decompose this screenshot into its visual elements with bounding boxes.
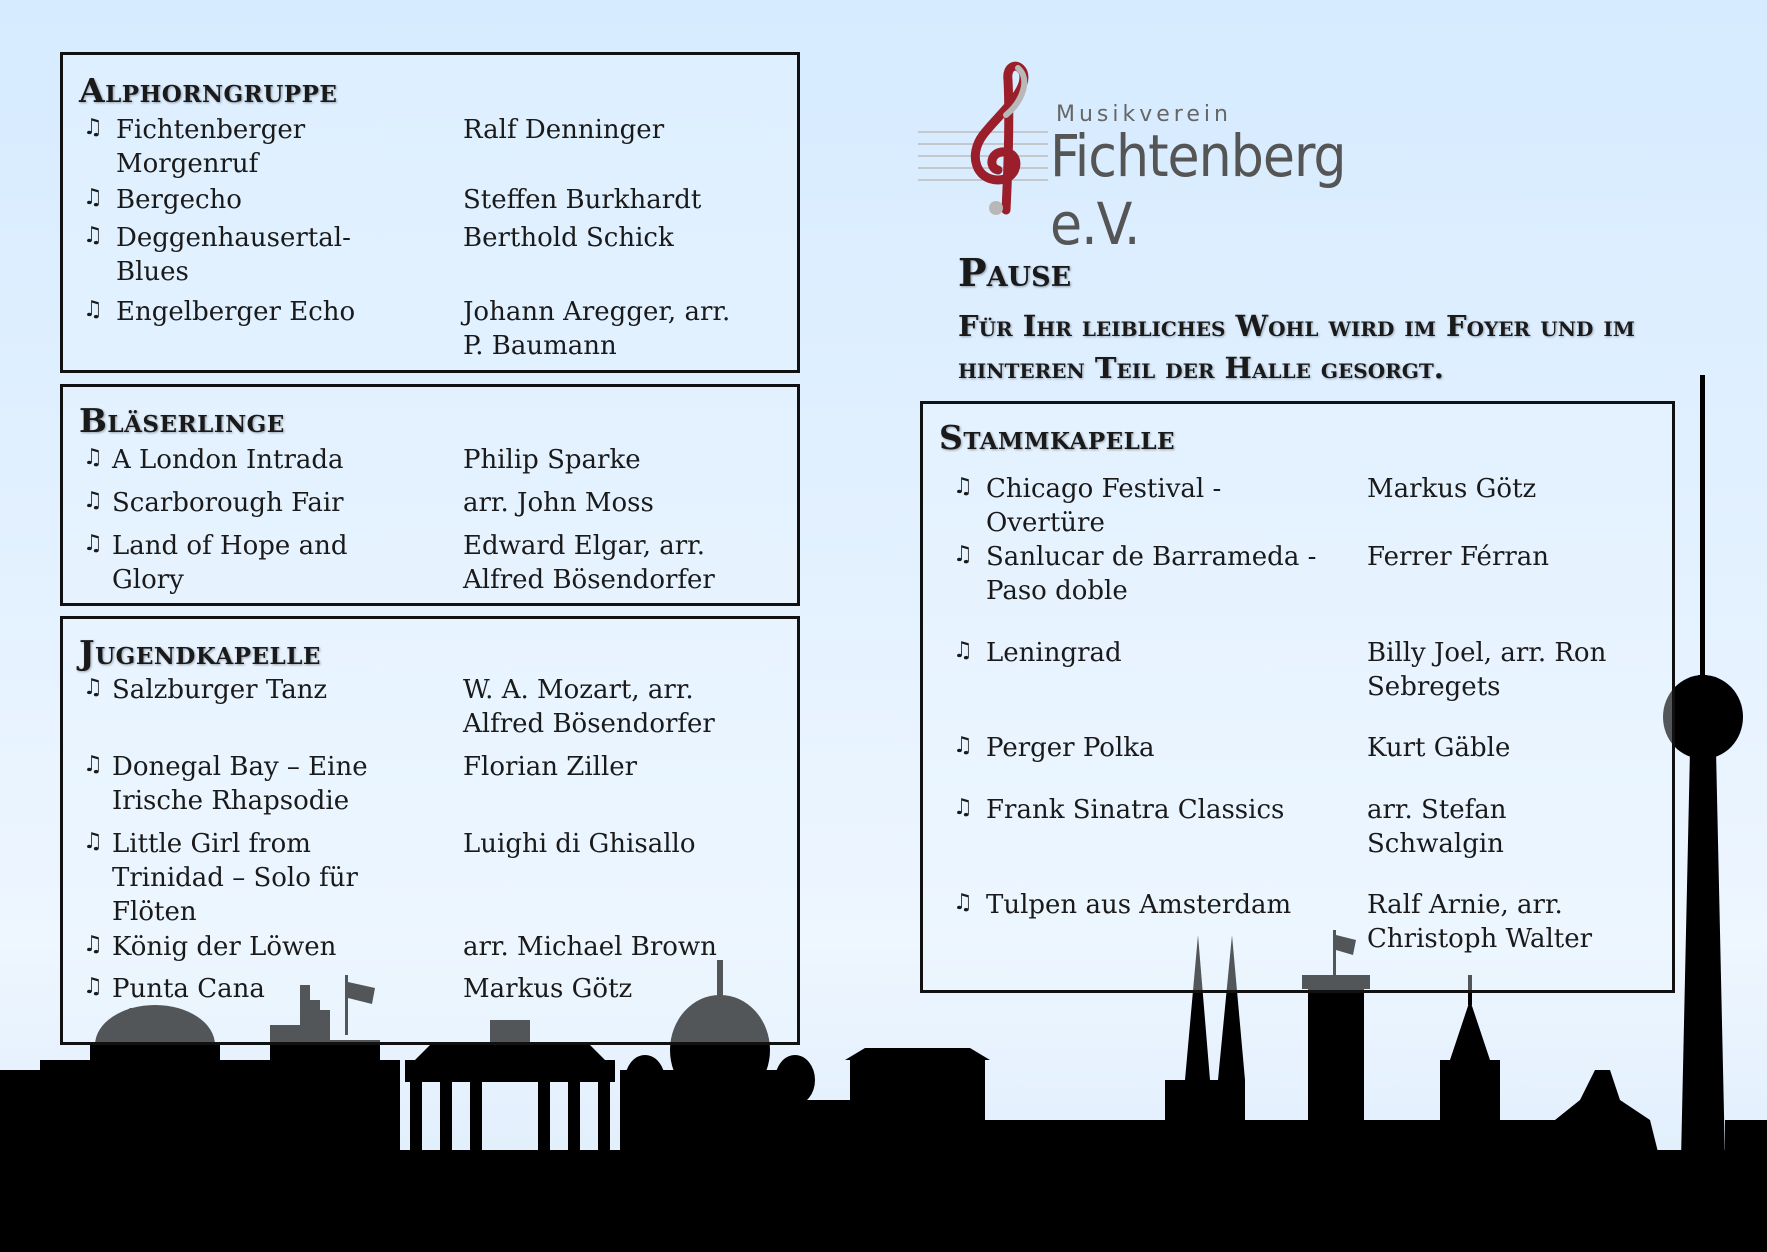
piece-composer: Luighi di Ghisallo bbox=[463, 829, 696, 859]
piece-title: Perger Polka bbox=[986, 733, 1155, 763]
music-note-icon: ♫ bbox=[953, 890, 973, 915]
music-note-icon: ♫ bbox=[83, 675, 103, 700]
section-alphorngruppe bbox=[60, 52, 800, 373]
music-note-icon: ♫ bbox=[83, 531, 103, 556]
piece-title: Leningrad bbox=[986, 638, 1122, 668]
logo-big-text: Fichtenberg e.V. bbox=[1050, 122, 1346, 258]
piece-composer: Steffen Burkhardt bbox=[463, 185, 702, 215]
piece-title: Land of Hope and Glory bbox=[112, 531, 348, 595]
music-note-icon: ♫ bbox=[83, 445, 103, 470]
piece-composer: Markus Götz bbox=[1367, 474, 1537, 504]
piece-composer: arr. Stefan Schwalgin bbox=[1367, 795, 1507, 859]
piece-title: Frank Sinatra Classics bbox=[986, 795, 1285, 825]
piece-composer: Berthold Schick bbox=[463, 223, 674, 253]
piece-composer: Ralf Arnie, arr. Christoph Walter bbox=[1367, 890, 1593, 954]
piece-title: Sanlucar de Barrameda - Paso doble bbox=[986, 542, 1317, 606]
music-note-icon: ♫ bbox=[83, 488, 103, 513]
section-stammkapelle bbox=[920, 401, 1675, 993]
piece-title: König der Löwen bbox=[112, 932, 337, 962]
piece-title: Engelberger Echo bbox=[116, 297, 356, 327]
music-note-icon: ♫ bbox=[953, 638, 973, 663]
piece-composer: arr. Michael Brown bbox=[463, 932, 717, 962]
piece-title: Bergecho bbox=[116, 185, 242, 215]
section-title: Alphorngruppe bbox=[79, 71, 338, 110]
piece-title: Little Girl from Trinidad – Solo für Flöten bbox=[112, 829, 358, 927]
piece-composer: Ferrer Férran bbox=[1367, 542, 1550, 572]
piece-title: Fichtenberger Morgenruf bbox=[116, 115, 306, 179]
music-note-icon: ♫ bbox=[953, 795, 973, 820]
piece-composer: Philip Sparke bbox=[463, 445, 641, 475]
piece-title: Punta Cana bbox=[112, 974, 265, 1004]
music-note-icon: ♫ bbox=[83, 185, 103, 210]
piece-title: Donegal Bay – Eine Irische Rhapsodie bbox=[112, 752, 368, 816]
music-note-icon: ♫ bbox=[83, 974, 103, 999]
section-title: Stammkapelle bbox=[939, 418, 1176, 457]
piece-title: Chicago Festival - Overtüre bbox=[986, 474, 1222, 538]
treble-clef-icon bbox=[918, 60, 1048, 220]
piece-title: Deggenhausertal-Blues bbox=[116, 223, 351, 287]
music-note-icon: ♫ bbox=[83, 752, 103, 777]
piece-composer: W. A. Mozart, arr. Alfred Bösendorfer bbox=[463, 675, 715, 739]
section-title: Jugendkapelle bbox=[79, 633, 321, 672]
piece-composer: Johann Aregger, arr. P. Baumann bbox=[463, 297, 731, 361]
section-blaeserlinge bbox=[60, 384, 800, 606]
pause-title: Pause bbox=[958, 250, 1072, 295]
music-note-icon: ♫ bbox=[953, 733, 973, 758]
piece-composer: arr. John Moss bbox=[463, 488, 654, 518]
piece-composer: Kurt Gäble bbox=[1367, 733, 1511, 763]
piece-composer: Florian Ziller bbox=[463, 752, 638, 782]
music-note-icon: ♫ bbox=[83, 115, 103, 140]
piece-composer: Billy Joel, arr. Ron Sebregets bbox=[1367, 638, 1607, 702]
music-note-icon: ♫ bbox=[83, 223, 103, 248]
pause-text: Für Ihr leibliches Wohl wird im Foyer und im hinteren Teil der Halle gesorgt. bbox=[958, 309, 1635, 385]
music-note-icon: ♫ bbox=[83, 932, 103, 957]
music-note-icon: ♫ bbox=[83, 297, 103, 322]
piece-title: Scarborough Fair bbox=[112, 488, 344, 518]
music-note-icon: ♫ bbox=[953, 542, 973, 567]
music-note-icon: ♫ bbox=[83, 829, 103, 854]
music-note-icon: ♫ bbox=[953, 474, 973, 499]
logo-small-text: Musikverein bbox=[1056, 102, 1232, 127]
piece-composer: Markus Götz bbox=[463, 974, 633, 1004]
piece-title: Salzburger Tanz bbox=[112, 675, 328, 705]
piece-composer: Ralf Denninger bbox=[463, 115, 665, 145]
section-title: Bläserlinge bbox=[79, 401, 285, 440]
piece-composer: Edward Elgar, arr. Alfred Bösendorfer bbox=[463, 531, 715, 595]
piece-title: A London Intrada bbox=[112, 445, 344, 475]
musikverein-logo bbox=[918, 60, 1398, 258]
piece-title: Tulpen aus Amsterdam bbox=[986, 890, 1292, 920]
section-jugendkapelle bbox=[60, 616, 800, 1045]
